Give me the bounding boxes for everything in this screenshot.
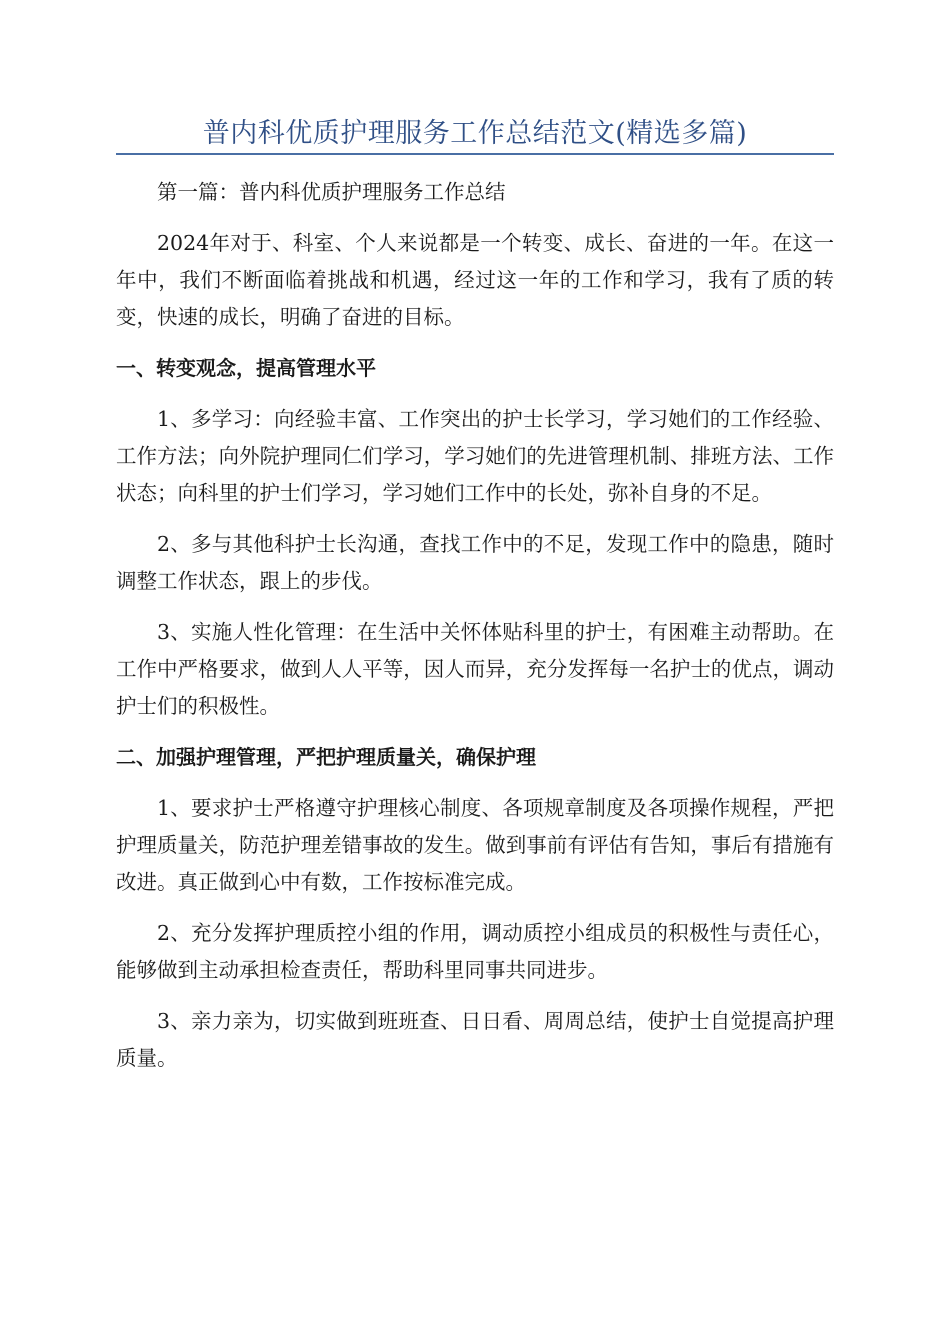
paragraph-1-1: 1、多学习：向经验丰富、工作突出的护士长学习，学习她们的工作经验、工作方法；向外院护理同仁们学习，学习她们的先进管理机制、排班方法、工作状态；向科里的护士们学习，学习她们工作中的长处，弥补自身的不足。 — [116, 407, 834, 505]
heading-one: 一、转变观念，提高管理水平 — [116, 356, 376, 380]
document-body — [116, 174, 834, 1091]
paragraph-1-3: 3、实施人性化管理：在生活中关怀体贴科里的护士，有困难主动帮助。在工作中严格要求，做到人人平等，因人而异，充分发挥每一名护士的优点，调动护士们的积极性。 — [116, 620, 834, 718]
heading-two: 二、加强护理管理，严把护理质量关，确保护理 — [116, 745, 536, 769]
document-title: 普内科优质护理服务工作总结范文(精选多篇) — [202, 118, 748, 149]
paragraph-1-2: 2、多与其他科护士长沟通，查找工作中的不足，发现工作中的隐患，随时调整工作状态，跟上的步伐。 — [116, 532, 834, 593]
paragraph-2-3: 3、亲力亲为，切实做到班班查、日日看、周周总结，使护士自觉提高护理质量。 — [116, 1009, 834, 1070]
title-underline — [116, 153, 834, 155]
paragraph-2-2: 2、充分发挥护理质控小组的作用，调动质控小组成员的积极性与责任心，能够做到主动承担检查责任，帮助科里同事共同进步。 — [116, 921, 834, 982]
section-heading-part-one: 第一篇：普内科优质护理服务工作总结 — [157, 180, 506, 204]
paragraph-2-1: 1、要求护士严格遵守护理核心制度、各项规章制度及各项操作规程，严把护理质量关，防范护理差错事故的发生。做到事前有评估有告知，事后有措施有改进。真正做到心中有数，工作按标准完成。 — [116, 796, 834, 894]
intro-paragraph: 2024年对于、科室、个人来说都是一个转变、成长、奋进的一年。在这一年中，我们不断面临着挑战和机遇，经过这一年的工作和学习，我有了质的转变，快速的成长，明确了奋进的目标。 — [116, 231, 834, 329]
